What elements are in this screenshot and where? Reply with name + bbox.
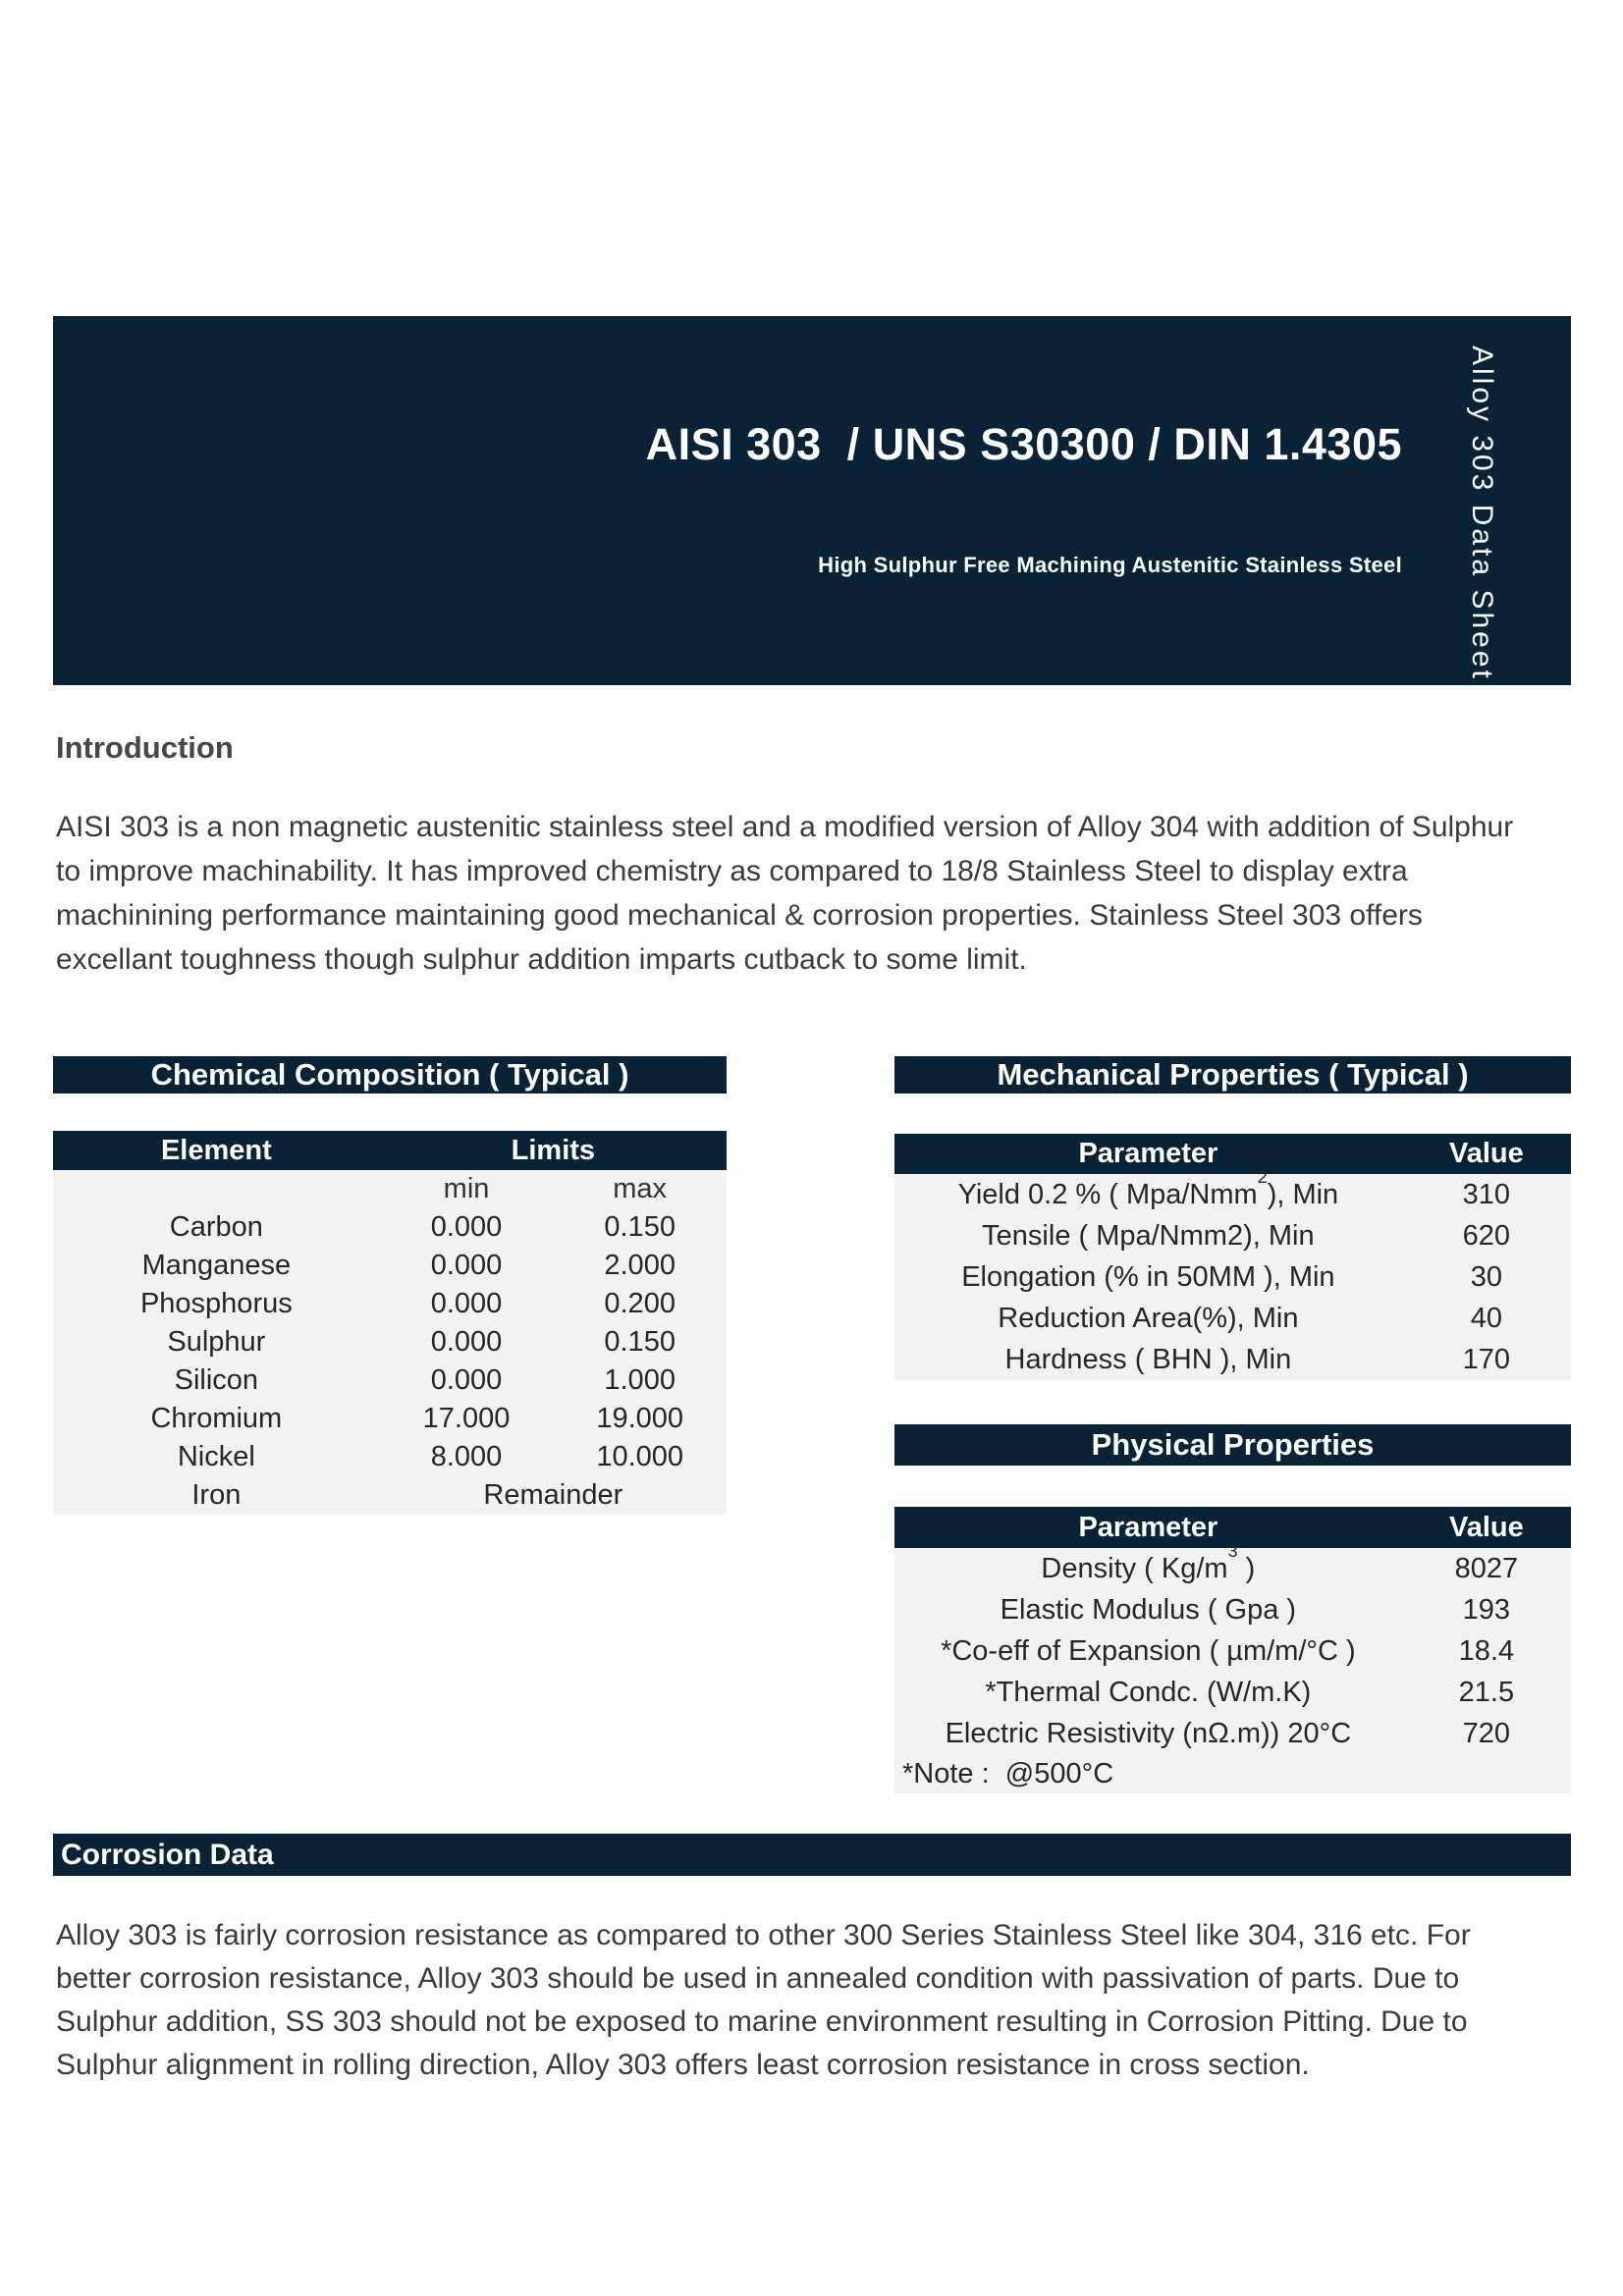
table-cell: Iron	[191, 1479, 242, 1511]
table-cell: 0.000	[430, 1211, 503, 1243]
table-row	[53, 1285, 727, 1323]
table-cell: Remainder	[483, 1479, 623, 1511]
table-cell: Phosphorus	[139, 1288, 293, 1319]
table-cell: 170	[1462, 1343, 1511, 1375]
physical-properties-banner: Physical Properties	[894, 1424, 1571, 1466]
column-subheader-min: min	[443, 1173, 490, 1204]
table-cell: Chromium	[150, 1403, 283, 1434]
table-cell: Silicon	[174, 1364, 259, 1396]
table-cell: 0.150	[604, 1326, 676, 1358]
table-cell: 0.000	[430, 1364, 503, 1396]
table-row	[894, 1256, 1571, 1298]
introduction-heading: Introduction	[56, 730, 234, 765]
table-cell: *Thermal Condc. (W/m.K)	[985, 1676, 1312, 1708]
table-row	[894, 1166, 1571, 1215]
table-cell: 620	[1462, 1219, 1511, 1252]
column-subheader-max: max	[613, 1173, 668, 1204]
table-cell: 0.150	[604, 1211, 676, 1243]
table-cell: 193	[1462, 1593, 1511, 1626]
table-cell: Yield 0.2 % ( Mpa/Nmm$^2$), Min	[957, 1166, 1339, 1210]
table-row	[53, 1400, 727, 1438]
table-cell: Sulphur	[167, 1326, 266, 1358]
table-cell: 8027	[1454, 1552, 1519, 1584]
table-row	[894, 1339, 1571, 1380]
chemical-composition-banner: Chemical Composition ( Typical )	[53, 1056, 727, 1094]
table-row	[53, 1476, 727, 1515]
superscript: 2	[1257, 1166, 1268, 1187]
table-cell: 10.000	[596, 1441, 684, 1472]
table-cell: 17.000	[422, 1403, 511, 1434]
table-row	[894, 1589, 1571, 1630]
page-subtitle: High Sulphur Free Machining Austenitic Stainless Steel	[818, 553, 1402, 577]
table-cell: 19.000	[596, 1403, 684, 1434]
page-title: AISI 303 / UNS S30300 / DIN 1.4305	[645, 419, 1402, 469]
table-cell: Density ( $Kg/m^3$ )	[1041, 1540, 1256, 1584]
table-cell: Carbon	[169, 1211, 263, 1243]
table-cell: Tensile ( Mpa/Nmm2), Min	[982, 1219, 1315, 1252]
table-cell: 8.000	[430, 1441, 503, 1472]
physical-table-body	[894, 1540, 1571, 1793]
table-note-row	[894, 1754, 1571, 1793]
table-cell: 0.000	[430, 1288, 503, 1319]
table-cell: Nickel	[177, 1441, 255, 1472]
table-cell: 0.200	[604, 1288, 676, 1319]
table-row	[53, 1362, 727, 1400]
table-row	[894, 1298, 1571, 1339]
chemical-table-header	[53, 1131, 727, 1170]
table-cell: 30	[1470, 1260, 1502, 1293]
header-block	[53, 316, 1571, 685]
table-cell: 0.000	[430, 1326, 503, 1358]
table-subheader-row	[53, 1170, 727, 1208]
table-row	[894, 1630, 1571, 1672]
table-row	[53, 1247, 727, 1285]
table-cell: *Co-eff of Expansion ( µm/m/°C )	[941, 1634, 1356, 1667]
mechanical-table-body	[894, 1166, 1571, 1380]
column-header-parameter: Parameter	[1078, 1511, 1218, 1543]
column-header-value: Value	[1448, 1511, 1524, 1543]
table-cell: 21.5	[1458, 1676, 1515, 1708]
table-cell: 1.000	[604, 1364, 676, 1396]
table-row	[53, 1438, 727, 1476]
table-cell: 18.4	[1458, 1634, 1515, 1667]
chemical-table-body	[53, 1170, 727, 1515]
table-cell: 40	[1470, 1302, 1502, 1334]
table-row	[53, 1208, 727, 1247]
table-cell: 310	[1462, 1178, 1511, 1210]
corrosion-data-banner: Corrosion Data	[53, 1834, 1571, 1876]
table-cell: 720	[1462, 1717, 1511, 1749]
side-label-vertical: Alloy 303 Data Sheet	[1466, 346, 1498, 681]
table-row	[53, 1323, 727, 1362]
table-cell: *Note : @500°C	[902, 1757, 1114, 1789]
introduction-paragraph: AISI 303 is a non magnetic austenitic stainless steel and a modified version of Alloy 304 with addition of Sulphur to improve machinability. It has improved chemistry as compared to 18/8 Stainless Steel to display extra machinining performance maintaining good mechanical & corrosion properties. Stainless Steel 303 offers excellant toughness though sulphur addition imparts cutback to some limit.	[56, 811, 1522, 976]
table-cell: Elastic Modulus ( Gpa )	[1000, 1593, 1297, 1626]
column-header-value: Value	[1448, 1138, 1524, 1169]
column-header-parameter: Parameter	[1078, 1138, 1218, 1169]
table-cell: Reduction Area(%), Min	[998, 1302, 1299, 1334]
table-row	[894, 1713, 1571, 1754]
table-cell: 0.000	[430, 1250, 503, 1281]
mechanical-properties-banner: Mechanical Properties ( Typical )	[894, 1056, 1571, 1094]
mechanical-table-header	[894, 1134, 1571, 1174]
corrosion-paragraph: Alloy 303 is fairly corrosion resistance as compared to other 300 Series Stainless Steel like 304, 316 etc. For better corrosion resistance, Alloy 303 should be used in annealed condition with passivation of parts. Due to Sulphur addition, SS 303 should not be exposed to marine environment resulting in Corrosion Pitting. Due to Sulphur alignment in rolling direction, Alloy 303 offers least corrosion resistance in cross section.	[56, 1919, 1480, 2081]
table-row	[894, 1540, 1571, 1589]
column-header-limits: Limits	[511, 1134, 596, 1166]
table-cell: Electric Resistivity (nΩ.m)) 20°C	[945, 1717, 1352, 1749]
table-cell: Hardness ( BHN ), Min	[1004, 1343, 1292, 1375]
table-row	[894, 1672, 1571, 1713]
superscript: 3	[1227, 1540, 1238, 1561]
table-cell: Manganese	[141, 1250, 292, 1281]
table-cell: Elongation (% in 50MM ), Min	[961, 1260, 1335, 1293]
column-header-element: Element	[160, 1134, 272, 1166]
table-cell: 2.000	[604, 1250, 676, 1281]
table-row	[894, 1215, 1571, 1256]
